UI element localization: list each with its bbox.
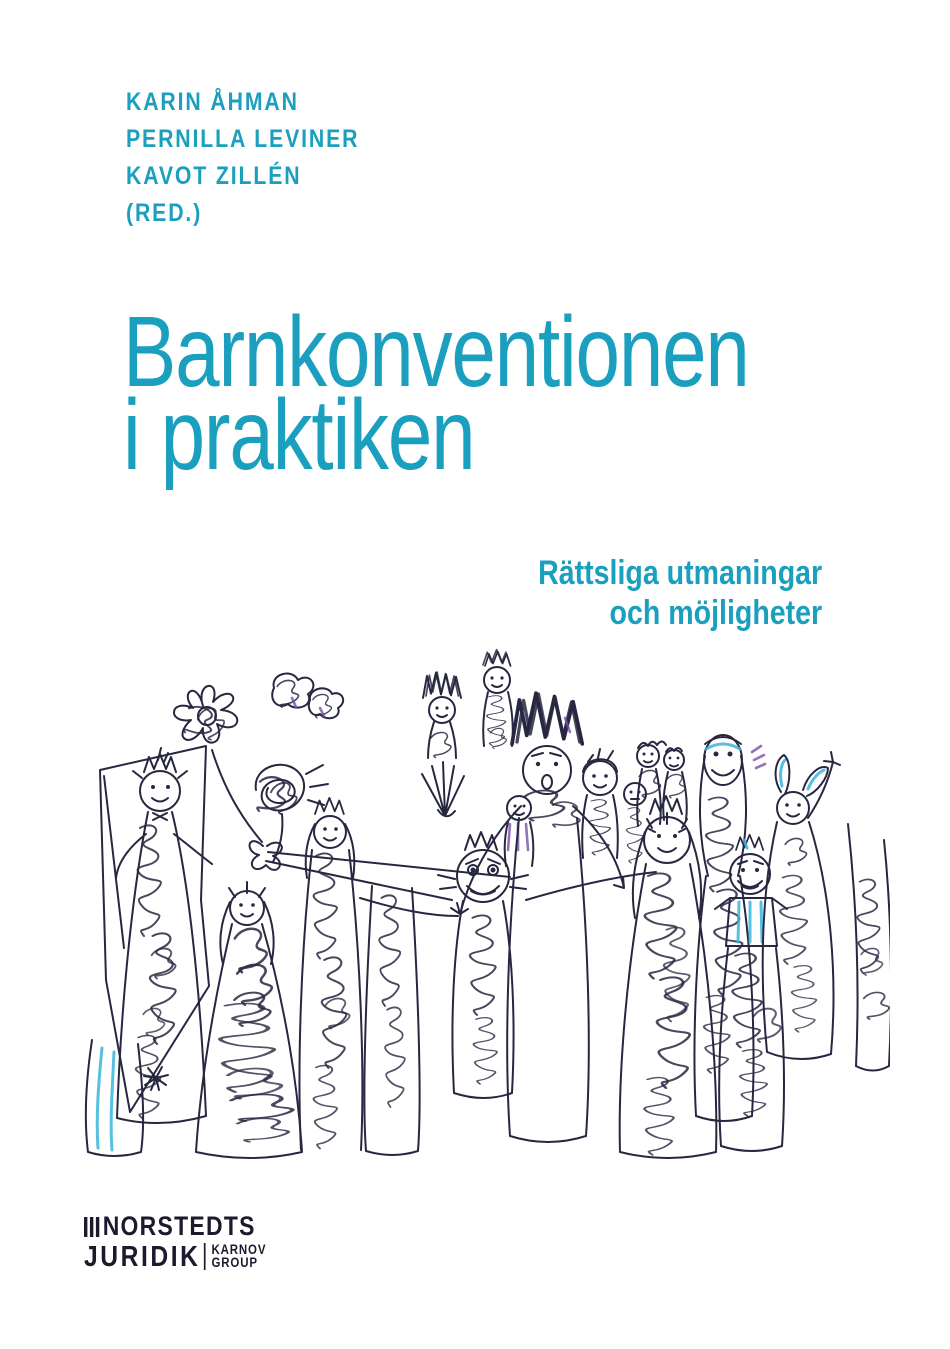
editors-note: (RED.) xyxy=(126,199,203,227)
book-title-line1: Barnkonventionen xyxy=(123,296,749,408)
publisher-logo xyxy=(84,1211,267,1273)
book-title xyxy=(123,296,749,491)
author-name: KARIN ÅHMAN xyxy=(126,88,299,116)
author-name: KAVOT ZILLÉN xyxy=(126,162,302,190)
children-drawing-illustration xyxy=(60,648,890,1168)
publisher-group xyxy=(212,1243,267,1270)
book-subtitle-line2: och möjligheter xyxy=(609,594,822,632)
book-subtitle-line1: Rättsliga utmaningar xyxy=(537,554,822,592)
publisher-name-line1: NORSTEDTS xyxy=(102,1211,256,1241)
author-block xyxy=(126,84,359,232)
book-title-line2: i praktiken xyxy=(123,379,475,491)
logo-divider xyxy=(204,1243,206,1270)
author-name: PERNILLA LEVINER xyxy=(126,125,360,153)
publisher-name-line2: JURIDIK xyxy=(84,1241,201,1273)
norstedts-bars-icon xyxy=(84,1217,99,1237)
children-drawing-svg xyxy=(60,648,890,1168)
publisher-group-line1: KARNOV xyxy=(211,1242,267,1257)
book-subtitle xyxy=(538,553,822,633)
publisher-group-line2: GROUP xyxy=(211,1255,258,1270)
